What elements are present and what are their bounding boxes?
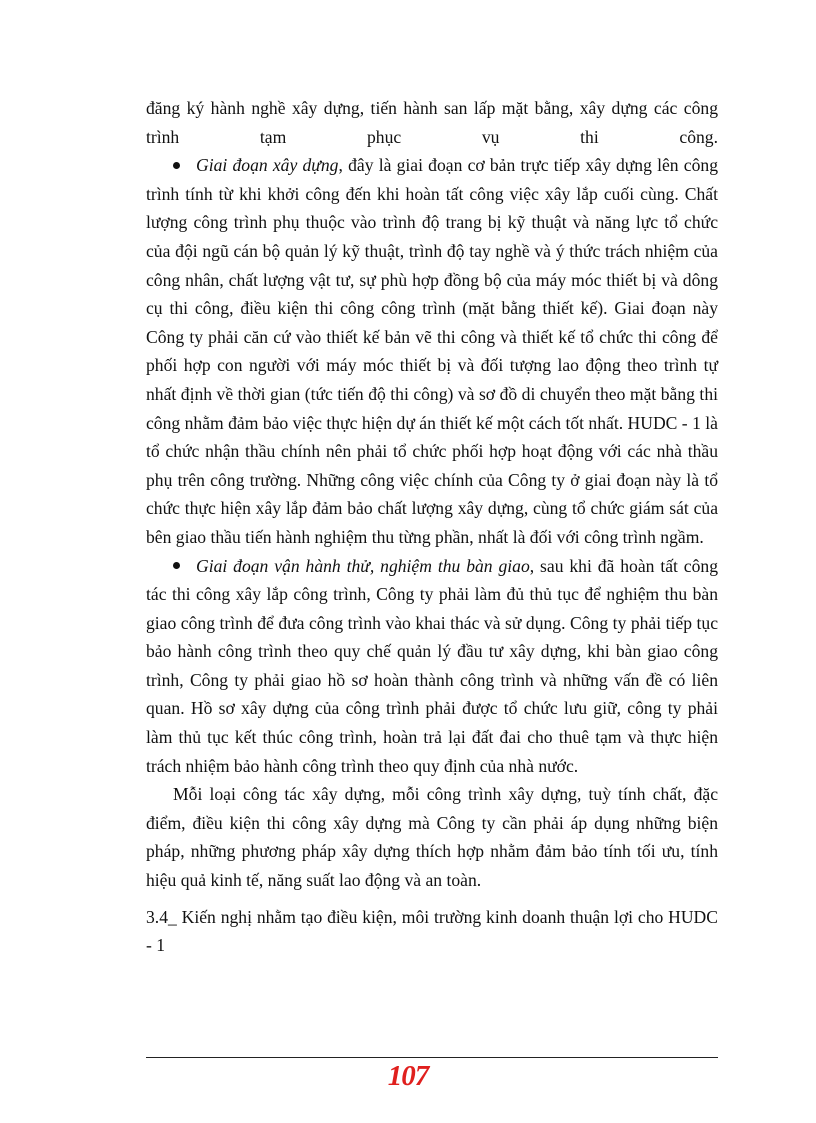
bullet-text: , đây là giai đoạn cơ bản trực tiếp xây dựng lên công trình tính từ khi khởi công đến khi hoàn tất công việc xây lắp cuối cùng. Chất lượng công trình phụ thuộc vào trình độ trang bị kỹ thuật và năng lực tổ chức của đội ngũ cán bộ quản lý kỹ thuật, trình độ tay nghề và ý thức trách nhiệm của công nhân, chất lượng vật tư, sự phù hợp đồng bộ của máy móc thiết bị và dông cụ thi công, điều kiện thi công công trình (mặt bằng thiết kế). Giai đoạn này Công ty phải căn cứ vào thiết kế bản vẽ thi công và thiết kế tổ chức thi công để phối hợp con người với máy móc thiết bị và đối tượng lao động theo trình tự nhất định về thời gian (tức tiến độ thi công) và sơ đồ di chuyển theo mặt bằng thi công nhằm đảm bảo việc thực hiện dự án thiết kế một cách tốt nhất. HUDC - 1 là tổ chức nhận thầu chính nên phải tổ chức phối hợp hoạt động với các nhà thầu phụ trên công trường. Những công việc chính của Công ty ở giai đoạn này là tổ chức thực hiện xây lắp đảm bảo chất lượng xây dựng, cùng tổ chức giám sát của bên giao thầu tiến hành nghiệm thu từng phần, nhất là đối với công trình ngầm. — [146, 155, 718, 547]
bullet-item-construction-phase — [146, 151, 718, 551]
page-number: 107 — [387, 1060, 429, 1092]
bullet-item-handover-phase — [146, 552, 718, 781]
footer-divider — [146, 1057, 718, 1058]
bullet-text: , sau khi đã hoàn tất công tác thi công xây lắp công trình, Công ty phải làm đủ thủ tục để nghiệm thu bàn giao công trình để đưa công trình vào khai thác và sử dụng. Công ty phải tiếp tục bảo hành công trình theo quy chế quản lý đầu tư xây dựng, khi bàn giao công trình, Công ty phải giao hồ sơ hoàn thành công trình và những vấn đề có liên quan. Hồ sơ xây dựng của công trình phải được tổ chức lưu giữ, công ty phải làm thủ tục kết thúc công trình, hoàn trả lại đất đai cho thuê tạm và thực hiện trách nhiệm bảo hành công trình theo quy định của nhà nước. — [146, 555, 718, 776]
bullet-dot-icon — [173, 162, 180, 169]
section-heading: 3.4_ Kiến nghị nhằm tạo điều kiện, môi trường kinh doanh thuận lợi cho HUDC - 1 — [146, 906, 718, 956]
bullet-dot-icon — [173, 562, 180, 569]
bullet-term: Giai đoạn xây dựng — [196, 155, 339, 176]
bullet-term: Giai đoạn vận hành thử, nghiệm thu bàn giao — [196, 555, 530, 576]
paragraph-continuation: đăng ký hành nghề xây dựng, tiến hành san lấp mặt bằng, xây dựng các công trình tạm phục vụ thi công. — [146, 98, 718, 147]
paragraph-summary: Mỗi loại công tác xây dựng, mỗi công trình xây dựng, tuỳ tính chất, đặc điểm, điều kiện thi công xây dựng mà Công ty cần phải áp dụng những biện pháp, những phương pháp xây dựng thích hợp nhằm đảm bảo tính tối ưu, tính hiệu quả kinh tế, năng suất lao động và an toàn. — [146, 784, 718, 891]
body-text — [146, 94, 718, 960]
